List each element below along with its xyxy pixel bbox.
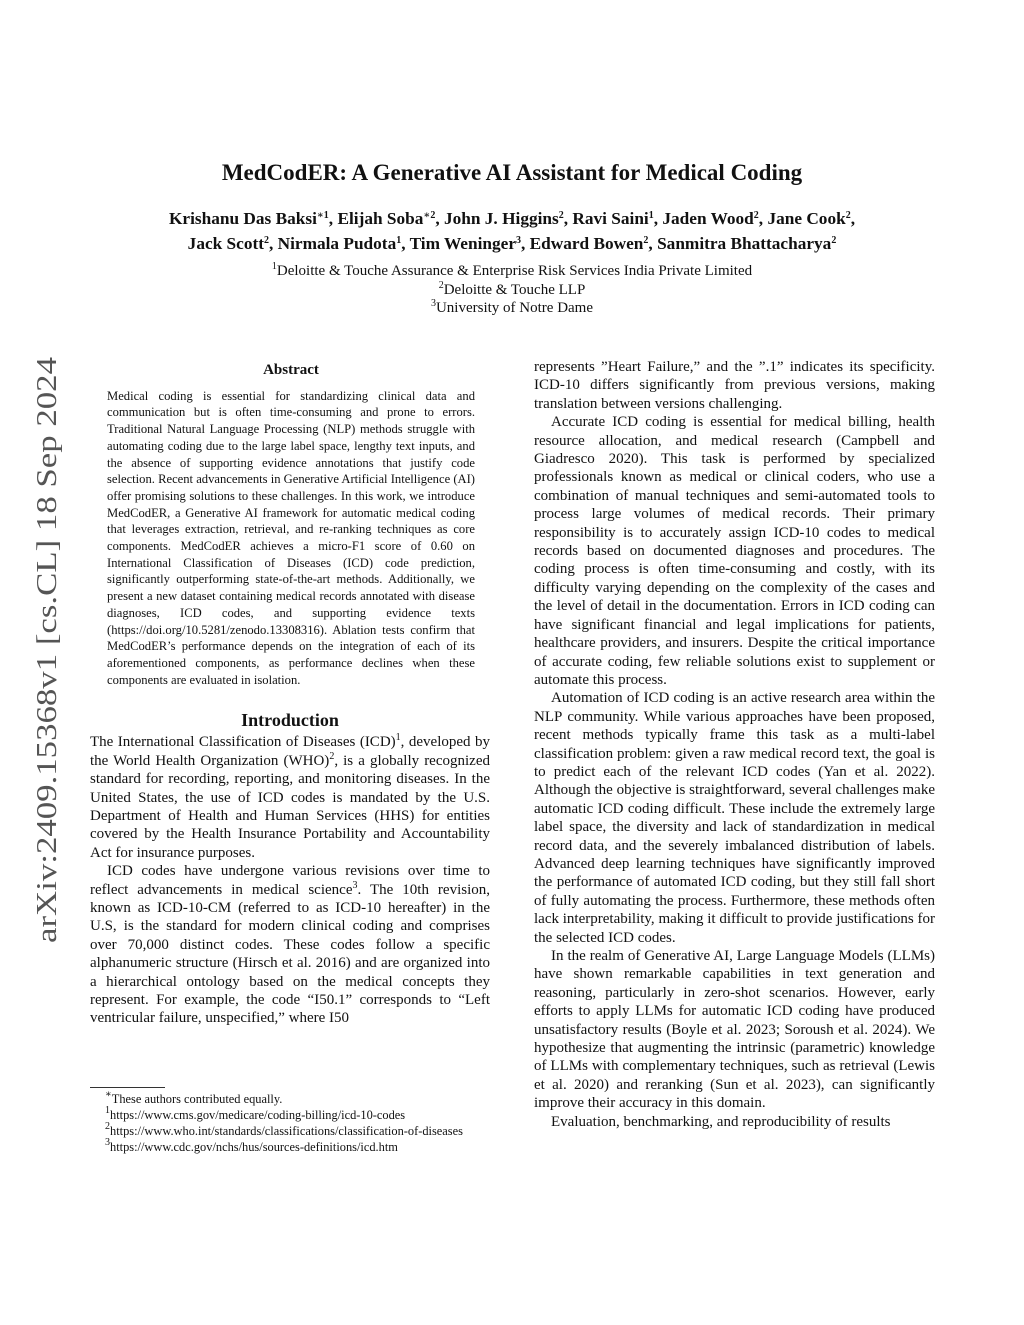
paragraph: The International Classification of Diseases (ICD)$^1$, developed by the World Health Organization (WHO)$^2$, is a globally recognized standard for recording, reporting, and monitoring diseases. In the United States, the use of ICD codes is mandated by the U.S. Department of Health and Human Services (HHS) for entities covered by the Health Insurance Portability and Accountability Act for insurance purposes. <box>90 732 491 861</box>
footnotes <box>90 1087 490 1155</box>
introduction-body <box>90 733 490 1028</box>
paragraph: In the realm of Generative AI, Large Language Models (LLMs) have shown remarkable capabilities in text generation and reasoning, particularly in zero-shot scenarios. However, early efforts to apply LLMs for automatic ICD coding have produced unsatisfactory results (Boyle et al. 2023; Soroush et al. 2024). We hypothesize that augmenting the intrinsic (parametric) knowledge of LLMs with complementary techniques, such as retrieval (Lewis et al. 2020) and reranking (Sun et al. 2023), can significantly improve their accuracy in this domain. <box>534 948 935 1112</box>
abstract-heading: Abstract <box>263 362 319 378</box>
paragraph: Evaluation, benchmarking, and reproducibility of results <box>551 1113 891 1130</box>
author: Krishanu Das Baksi$^{∗1}$, <box>168 209 338 228</box>
author: Tim Weninger$^3$, <box>409 234 530 253</box>
paper-title: MedCodER: A Generative AI Assistant for Medical Coding <box>221 160 803 185</box>
abstract-text: Medical coding is essential for standardizing clinical data and communication but is often time-consuming and prone to errors. Traditional Natural Language Processing (NLP) methods struggle with automating coding due to the large label space, lengthy text inputs, and the absence of supporting evidence annotations that justify code selection. Recent advancements in Generative Artificial Intelligence (AI) offer promising solutions to these challenges. In this work, we introduce MedCodER, a Generative AI framework for automatic medical coding that leverages extraction, retrieval, and re-ranking techniques as core components. MedCodER achieves a micro-F1 score of 0.60 on International Classification of Diseases (ICD) code prediction, significantly outperforming state-of-the-art methods. Additionally, we present a new dataset containing medical records annotated with disease diagnoses, ICD codes, and supporting evidence texts (https://doi.org/10.5281/zenodo.13308316). Ablation tests confirm that MedCodER’s performance depends on the integration of each of its aforementioned components, as performance declines when these components are evaluated in isolation. <box>107 388 475 687</box>
paragraph: represents ”Heart Failure,” and the ”.1” indicates its specificity. ICD-10 differs significantly from previous versions, making translation between versions challenging. <box>534 359 935 412</box>
footnote-ref: 2 <box>329 750 335 762</box>
author-list <box>100 206 924 256</box>
abstract <box>107 362 475 688</box>
footnote: $^3$https://www.cdc.gov/nchs/hus/sources-definitions/icd.htm <box>105 1137 398 1154</box>
author: Ravi Saini$^1$, <box>572 209 663 228</box>
paragraph: Automation of ICD coding is an active research area within the NLP community. While various approaches have been proposed, recent methods typically frame this task as a multi-label classification problem: given a raw medical record text, the goal is to predict each of the relevant ICD codes (Yan et al. 2022). Although the objective is straightforward, several challenges make automatic ICD coding difficult. These include the extremely large label space, the diversity and lack of standardization in medical record data, and the severely imbalanced distribution of labels. Advanced deep learning techniques have significantly improved the performance of automated ICD coding, but they still fall short of fully automating the process. Furthermore, these methods often lack interpretability, making it difficult to provide justifications for the selected ICD codes. <box>534 690 935 946</box>
right-column <box>534 358 935 1131</box>
author: Sanmitra Bhattacharya$^2$ <box>657 234 837 253</box>
footnote: ∗These authors contributed equally. <box>105 1089 283 1106</box>
footnote-ref: 3 <box>352 879 358 891</box>
author: Jack Scott$^2$, <box>187 234 278 253</box>
footnote: $^2$https://www.who.int/standards/classifications/classification-of-diseases <box>105 1121 463 1138</box>
left-column <box>90 362 490 1028</box>
footnote: $^1$https://www.cms.gov/medicare/coding-billing/icd-10-codes <box>105 1105 406 1122</box>
arxiv-stamp-text: arXiv:2409.15368v1 [cs.CL] 18 Sep 2024 <box>31 454 63 943</box>
footnote-ref: 1 <box>395 732 401 744</box>
affiliation: $^3$University of Notre Dame <box>430 298 594 316</box>
footnote-rule <box>90 1087 165 1088</box>
paragraph: Accurate ICD coding is essential for medical billing, health resource allocation, and medical research (Campbell and Giadresco 2020). This task is performed by specialized professionals known as medical or clinical coders, who use a combination of manual techniques and semi-automated tools to process large volumes of medical records. Their primary responsibility is to accurately assign ICD-10 codes to medical records based on documented diagnoses and procedures. The coding process is often time-consuming and costly, with its difficulty varying depending on the complexity of the cases and the level of detail in the documentation. Errors in ICD coding can have significant financial and legal implications for patients, healthcare providers, and insurers. Despite the critical importance of accurate coding, few reliable solutions exist to supplement or automate this process. <box>534 414 935 688</box>
author: Edward Bowen$^2$, <box>529 234 658 253</box>
arxiv-stamp-graphic <box>16 355 72 945</box>
author: Jane Cook$^2$, <box>767 209 856 228</box>
author: Elijah Soba$^{∗2}$, <box>337 209 444 228</box>
author: John J. Higgins$^2$, <box>443 209 573 228</box>
author: Nirmala Pudota$^1$, <box>277 234 410 253</box>
arxiv-stamp <box>16 355 72 945</box>
introduction-heading: Introduction <box>241 710 339 731</box>
paragraph: ICD codes have undergone various revisions over time to reflect advancements in medical science$^3$. The 10th revision, known as ICD-10-CM (referred to as ICD-10 hereafter) in the U.S, is the standard for modern clinical coding and comprises over 70,000 distinct codes. These codes follow a specific alphanumeric structure (Hirsch et al. 2016) and are organized into a hierarchical ontology based on the medical concepts they represent. For example, the code “I50.1” corresponds to “Left ventricular failure, unspecified,” where I50 <box>90 863 491 1027</box>
author: Jaden Wood$^2$, <box>662 209 768 228</box>
affiliation: $^2$Deloitte & Touche LLP <box>438 280 586 298</box>
affiliation: $^1$Deloitte & Touche Assurance & Enterprise Risk Services India Private Limited <box>271 261 753 279</box>
